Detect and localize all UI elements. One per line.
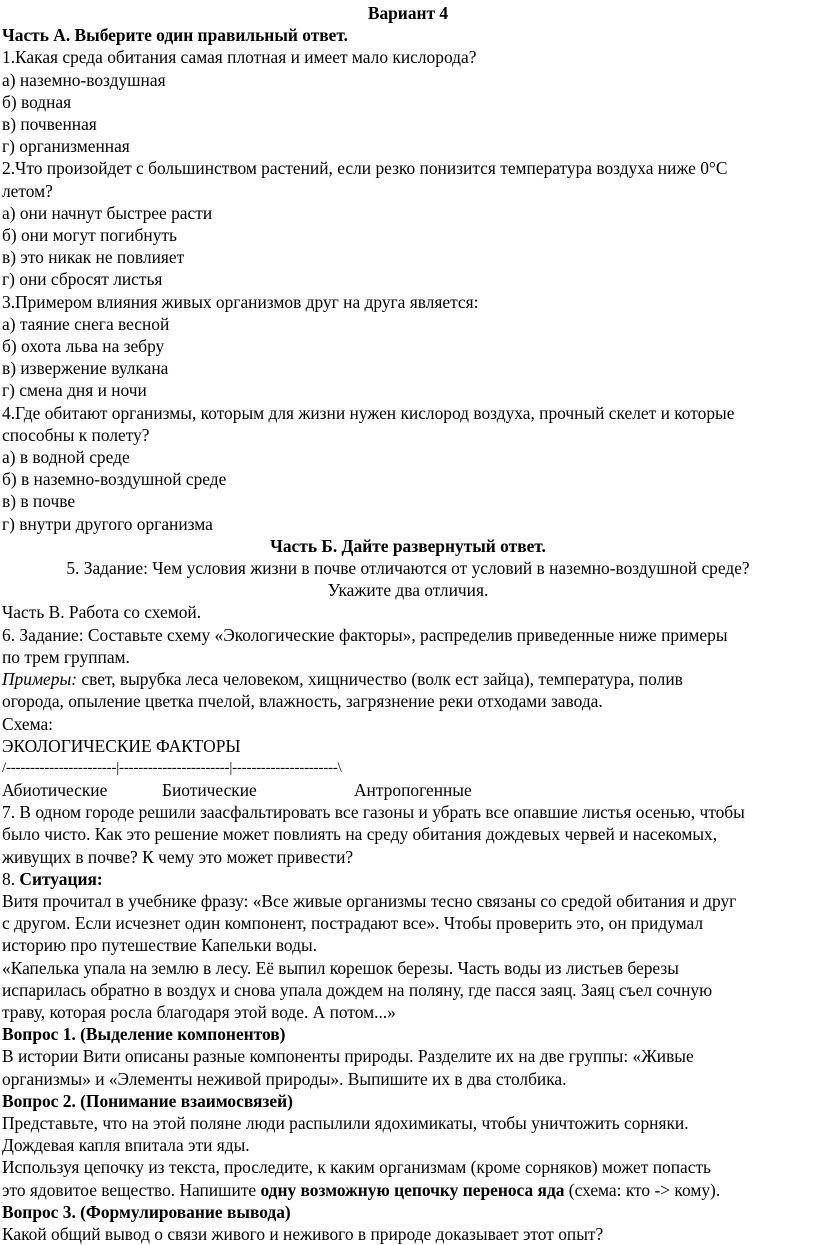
question-8-1-heading: Вопрос 1. (Выделение компонентов) — [2, 1024, 286, 1045]
question-4-option-d: г) внутри другого организма — [2, 513, 213, 534]
question-1 — [0, 46, 816, 157]
story-line2: испарилась обратно в воздух и снова упала дождем на поляну, где пасся заяц. Заяц съел сочную — [2, 979, 713, 1000]
scheme-branches: /-----------------------|-----------------------|----------------------\ — [2, 759, 342, 776]
task-7 — [0, 801, 816, 868]
question-2 — [0, 157, 816, 290]
task-6-line1: 6. Задание: Составьте схему «Экологические факторы», распределив приведенные ниже примеры — [2, 624, 728, 645]
task-6-line2: по трем группам. — [2, 646, 130, 667]
question-3-option-a: а) таяние снега весной — [2, 313, 170, 334]
question-8-3-line1: Какой общий вывод о связи живого и неживого в природе доказывает этот опыт? — [2, 1223, 604, 1244]
task-7-line1: 7. В одном городе решили заасфальтировать все газоны и убрать все опавшие листья осенью, чтобы — [2, 802, 745, 823]
question-3-option-c: в) извержение вулкана — [2, 358, 169, 379]
task-8-number: 8. — [2, 868, 20, 889]
question-8-2-line4 — [0, 1179, 816, 1201]
question-8-1-line2: организмы» и «Элементы неживой природы». Выпишите их в два столбика. — [2, 1068, 567, 1089]
question-2-text-line2: летом? — [2, 180, 53, 201]
question-2-option-a: а) они начнут быстрее расти — [2, 202, 213, 223]
task-8-label: Ситуация: — [19, 868, 103, 889]
category-biotic: Биотические — [162, 779, 257, 800]
task-5-line1: 5. Задание: Чем условия жизни в почве отличаются от условий в наземно-воздушной среде? — [66, 558, 750, 579]
variant-title: Вариант 4 — [367, 3, 449, 23]
question-4-option-a: а) в водной среде — [2, 447, 130, 468]
task-5-line2: Укажите два отличия. — [327, 580, 489, 601]
story-line3: траву, которая росла благодаря этой воде. А потом...» — [2, 1001, 396, 1022]
part-c-heading: Часть В. Работа со схемой. — [2, 602, 202, 623]
question-1-option-a: а) наземно-воздушная — [2, 69, 166, 90]
task-8 — [0, 868, 816, 1245]
question-8-2-line3: Используя цепочку из текста, проследите, к каким организмам (кроме сорняков) может попасть — [2, 1157, 711, 1178]
question-1-option-b: б) водная — [2, 91, 72, 112]
question-4-option-b: б) в наземно-воздушной среде — [2, 469, 227, 490]
question-1-option-d: г) организменная — [2, 136, 130, 157]
question-8-2-line2: Дождевая капля впитала эти яды. — [2, 1135, 250, 1156]
examples-text: свет, вырубка леса человеком, хищничество (волк ест зайца), температура, полив — [77, 669, 683, 690]
question-2-text-line1: 2.Что произойдет с большинством растений, если резко понизится температура воздуха ниже 0°С — [2, 158, 728, 179]
question-4-text-line2: способны к полету? — [2, 424, 150, 445]
q2-line4-start: это ядовитое вещество. Напишите — [2, 1179, 261, 1200]
question-8-1-line1: В истории Вити описаны разные компоненты природы. Разделите их на две группы: «Живые — [2, 1046, 694, 1067]
examples-label: Примеры: — [2, 669, 78, 690]
question-2-option-d: г) они сбросят листья — [2, 269, 163, 290]
question-4 — [0, 402, 816, 535]
scheme-label: Схема: — [2, 713, 54, 734]
question-1-option-c: в) почвенная — [2, 114, 97, 135]
examples-line2: огорода, опыление цветка пчелой, влажность, загрязнение реки отходами завода. — [2, 691, 603, 712]
category-abiotic: Абиотические — [2, 779, 108, 800]
task-8-heading — [0, 868, 816, 890]
category-anthropogenic: Антропогенные — [354, 779, 472, 800]
part-a-heading: Часть А. Выберите один правильный ответ. — [2, 25, 348, 46]
task-8-intro-line1: Витя прочитал в учебнике фразу: «Все живые организмы тесно связаны со средой обитания и друг — [2, 890, 737, 911]
question-2-option-c: в) это никак не повлияет — [2, 247, 185, 268]
q2-line4-bold: одну возможную цепочку переноса яда — [260, 1179, 565, 1200]
question-1-text: 1.Какая среда обитания самая плотная и имеет мало кислорода? — [2, 47, 477, 68]
task-8-intro-line3: историю про путешествие Капельки воды. — [2, 935, 318, 956]
task-7-line2: было чисто. Как это решение может повлиять на среду обитания дождевых червей и насекомых, — [2, 824, 718, 845]
question-3-option-b: б) охота льва на зебру — [2, 336, 165, 357]
q2-line4-end: (схема: кто -> кому). — [564, 1179, 721, 1200]
examples-line1 — [0, 668, 816, 690]
story-line1: «Капелька упала на землю в лесу. Её выпил корешок березы. Часть воды из листьев березы — [2, 957, 679, 978]
question-8-2-heading: Вопрос 2. (Понимание взаимосвязей) — [2, 1090, 293, 1111]
question-4-option-c: в) в почве — [2, 491, 76, 512]
question-8-3-heading: Вопрос 3. (Формулирование вывода) — [2, 1201, 291, 1222]
question-3-option-d: г) смена дня и ночи — [2, 380, 147, 401]
part-b-heading: Часть Б. Дайте развернутый ответ. — [270, 535, 546, 556]
question-8-2-line1: Представьте, что на этой поляне люди распылили ядохимикаты, чтобы уничтожить сорняки. — [2, 1112, 689, 1133]
task-8-intro-line2: с другом. Если исчезнет один компонент, пострадают все». Чтобы проверить это, он придумал — [2, 913, 704, 934]
question-2-option-b: б) они могут погибнуть — [2, 225, 177, 246]
question-4-text-line1: 4.Где обитают организмы, которым для жизни нужен кислород воздуха, прочный скелет и которые — [2, 402, 735, 423]
question-3 — [0, 291, 816, 402]
scheme-categories — [0, 779, 816, 801]
task-7-line3: живущих в почве? К чему это может привести? — [2, 846, 354, 867]
question-3-text: 3.Примером влияния живых организмов друг на друга является: — [2, 291, 479, 312]
scheme-title: ЭКОЛОГИЧЕСКИЕ ФАКТОРЫ — [2, 735, 241, 756]
